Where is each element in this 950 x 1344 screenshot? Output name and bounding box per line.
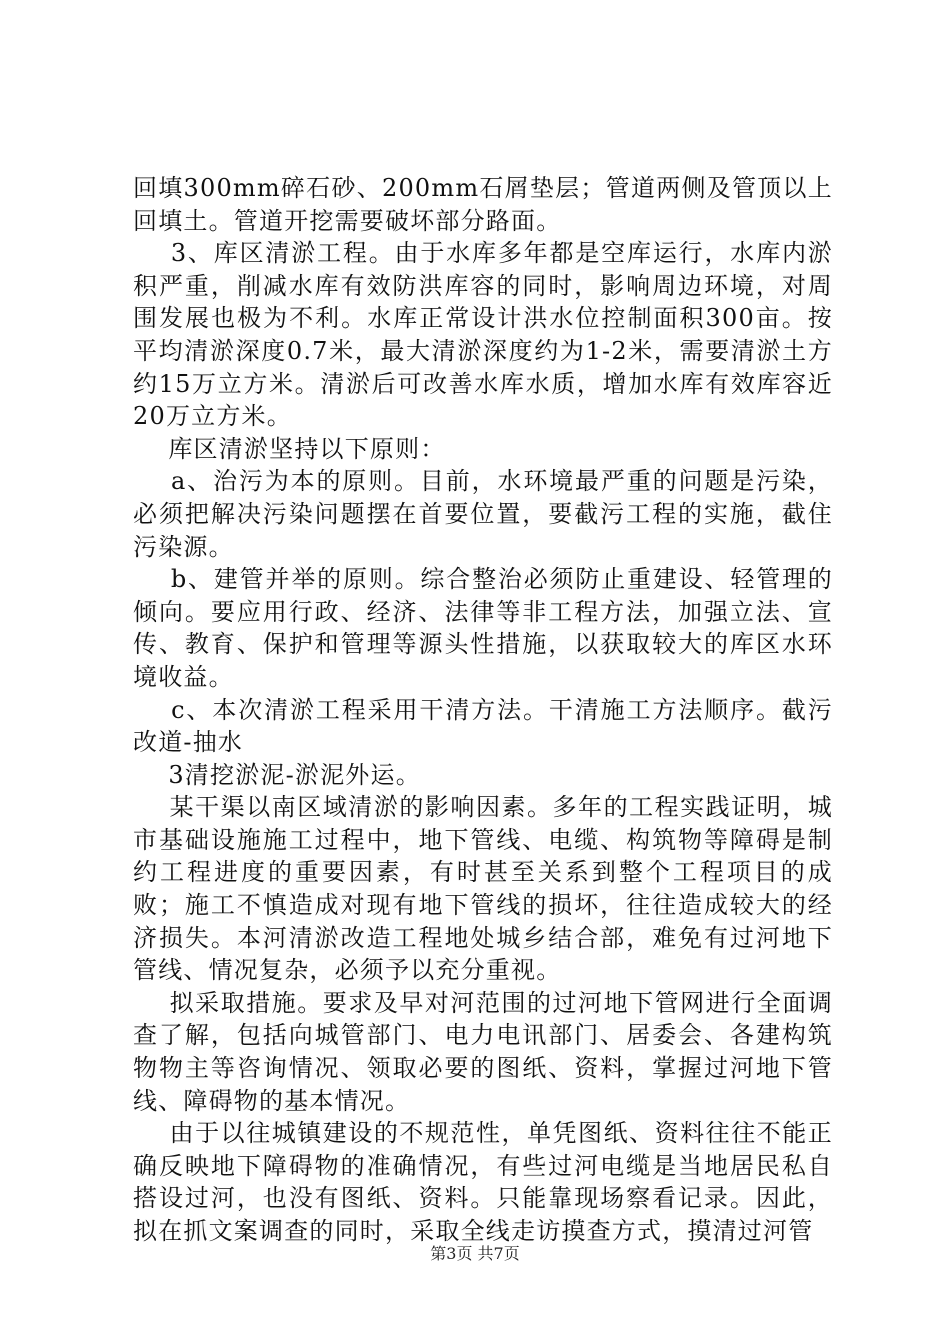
paragraph-measures: 拟采取措施。要求及早对河范围的过河地下管网进行全面调查了解，包括向城管部门、电力电讯部门、居委会、各建构筑物物主等咨询情况、领取必要的图纸、资料，掌握过河地下管线、障碍物的基本情况。 — [133, 988, 833, 1115]
paragraph-principle-c: c、本次清淤工程采用干清方法。干清施工方法顺序。截污改道-抽水 — [133, 695, 834, 757]
paragraph-principle-a: a、治污为本的原则。目前，水环境最严重的问题是污染，必须把解决污染问题摆在首要位置，要截污工程的实施，截住污染源。 — [133, 467, 833, 561]
paragraph-dredging-steps: 3清挖淤泥-淤泥外运。 — [133, 760, 421, 789]
paragraph-backfill: 回填300mm碎石砂、200mm石屑垫层；管道两侧及管顶以上回填土。管道开挖需要破坏部分路面。 — [133, 174, 833, 235]
paragraph-influence-factors: 某干渠以南区域清淤的影响因素。多年的工程实践证明，城市基础设施施工过程中，地下管线、电缆、构筑物等障碍是制约工程进度的重要因素，有时甚至关系到整个工程项目的成败；施工不慎造成对现有地下管线的损坏，往往造成较大的经济损失。本河清淤改造工程地处城乡结合部，难免有过河地下管线、情况复杂，必须予以充分重视。 — [133, 793, 833, 985]
page-footer: 第3页 共7页 — [430, 1244, 520, 1263]
paragraph-principle-b: b、建管并举的原则。综合整治必须防止重建设、轻管理的倾向。要应用行政、经济、法律等非工程方法，加强立法、宣传、教育、保护和管理等源头性措施，以获取较大的库区水环境收益。 — [133, 565, 834, 691]
paragraph-irregularity: 由于以往城镇建设的不规范性，单凭图纸、资料往往不能正确反映地下障碍物的准确情况，有些过河电缆是当地居民私自搭设过河，也没有图纸、资料。只能靠现场察看记录。因此，拟在抓文案调查的同时，采取全线走访摸查方式，摸清过河管 — [133, 1119, 833, 1245]
paragraph-reservoir-dredging: 3、库区清淤工程。由于水库多年都是空库运行，水库内淤积严重，削减水库有效防洪库容的同时，影响周边环境，对周围发展也极为不利。水库正常设计洪水位控制面积300亩。按平均清淤深度0.7米，最大清淤深度约为1-2米，需要清淤土方约15万立方米。清淤后可改善水库水质，增加水库有效库容近20万立方米。 — [133, 239, 833, 431]
document-body — [133, 172, 833, 1248]
paragraph-principles-intro: 库区清淤坚持以下原则： — [133, 434, 446, 463]
